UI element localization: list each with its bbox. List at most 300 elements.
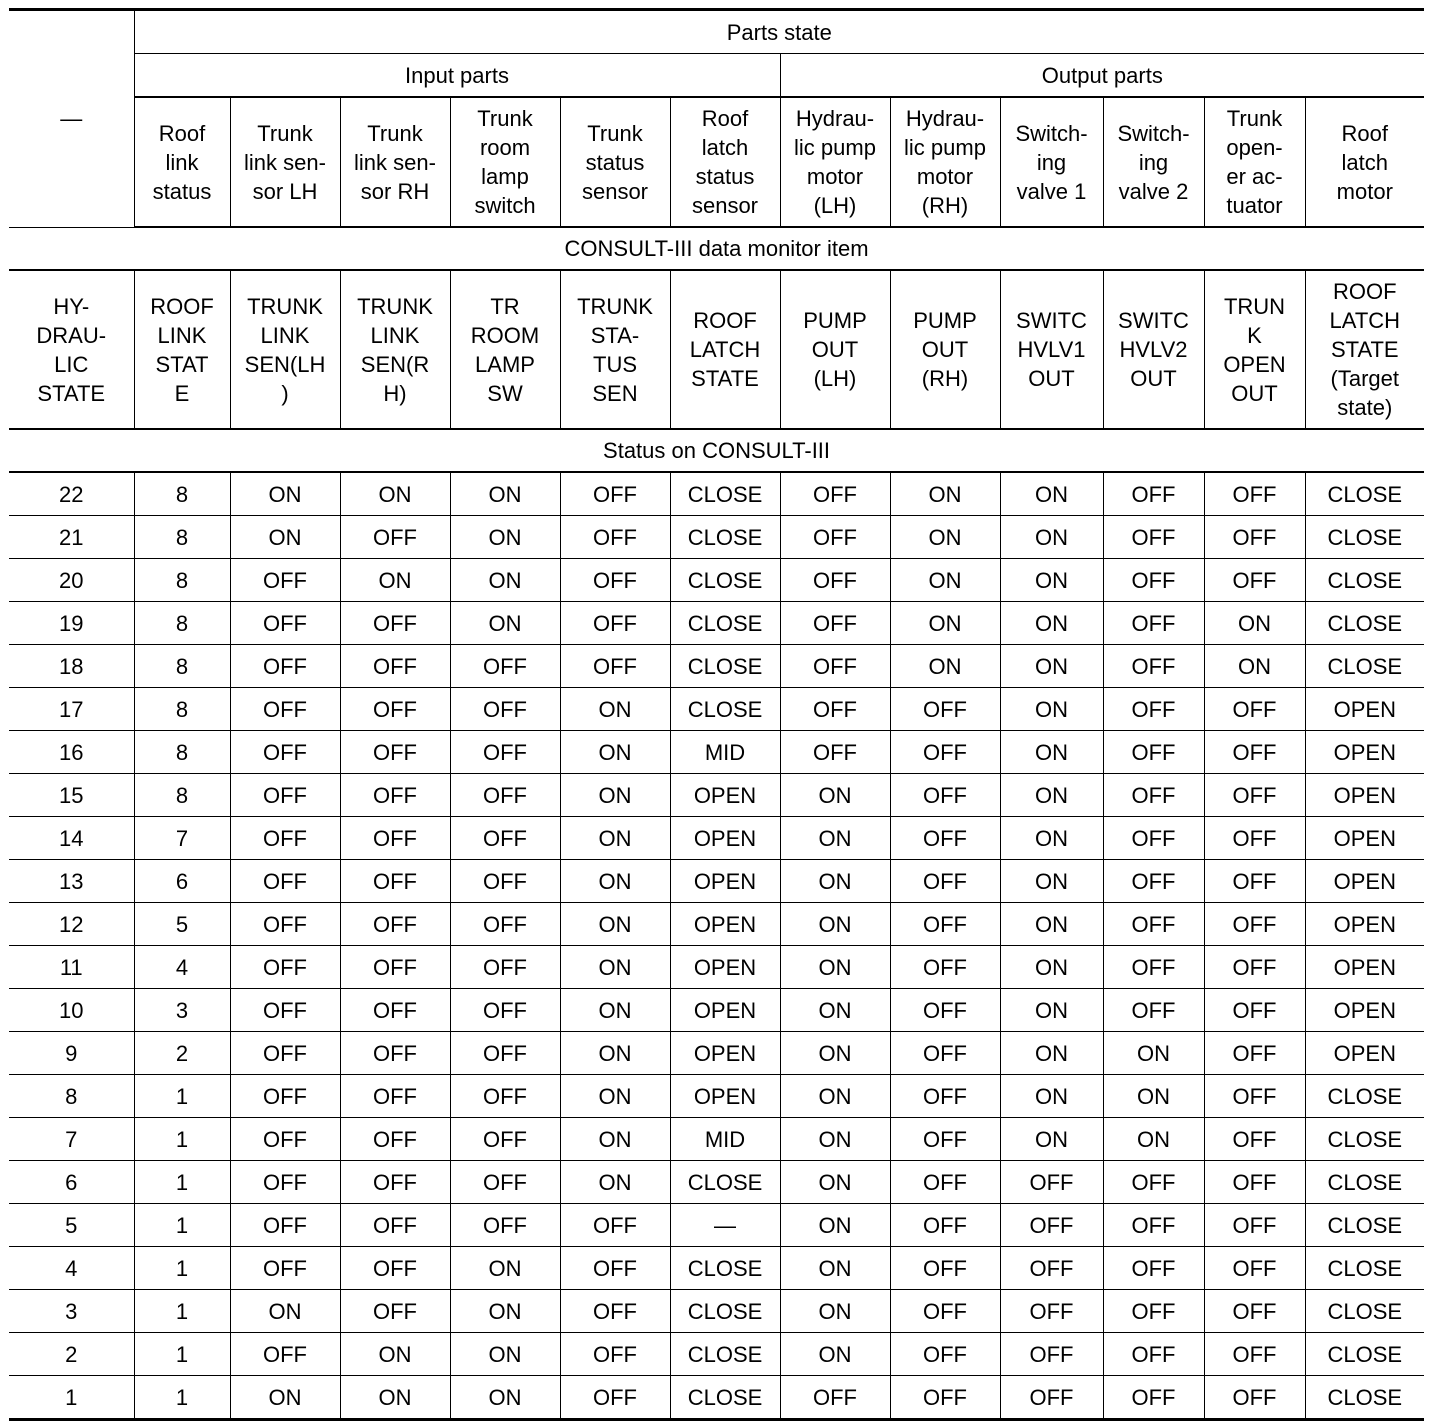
status-cell: ON bbox=[1000, 1032, 1103, 1075]
status-cell: ON bbox=[780, 946, 890, 989]
status-cell: OFF bbox=[230, 903, 340, 946]
status-cell: OPEN bbox=[670, 1075, 780, 1118]
part-name-header bbox=[1000, 97, 1103, 227]
status-cell: ON bbox=[560, 989, 670, 1032]
status-cell: ON bbox=[1000, 860, 1103, 903]
status-cell: OFF bbox=[230, 1204, 340, 1247]
status-cell: OFF bbox=[230, 860, 340, 903]
header-line: OUT bbox=[1130, 366, 1177, 391]
status-cell: OFF bbox=[560, 1333, 670, 1376]
status-cell: ON bbox=[780, 1118, 890, 1161]
status-cell: OPEN bbox=[1305, 860, 1424, 903]
status-cell: CLOSE bbox=[1305, 645, 1424, 688]
part-name-header bbox=[1305, 97, 1424, 227]
status-cell: OPEN bbox=[1305, 688, 1424, 731]
status-cell: OFF bbox=[230, 817, 340, 860]
status-cell: ON bbox=[1000, 688, 1103, 731]
header-line: sor LH bbox=[252, 178, 318, 204]
status-cell: OFF bbox=[450, 731, 560, 774]
status-cell: OFF bbox=[780, 516, 890, 559]
header-line: PUMP bbox=[803, 308, 867, 333]
status-cell: 1 bbox=[134, 1204, 230, 1247]
header-line: Roof bbox=[701, 106, 749, 131]
header-line: LINK bbox=[157, 322, 207, 348]
header-line: OUT bbox=[1028, 366, 1075, 391]
status-cell: OFF bbox=[1103, 903, 1204, 946]
table-row bbox=[9, 1161, 1424, 1204]
header-line: LAMP bbox=[475, 351, 535, 377]
status-cell: ON bbox=[560, 774, 670, 817]
header-line: open- bbox=[1226, 135, 1283, 160]
part-name-header bbox=[890, 97, 1000, 227]
status-cell: 5 bbox=[134, 903, 230, 946]
status-cell: ON bbox=[780, 989, 890, 1032]
status-cell: OFF bbox=[780, 645, 890, 688]
status-cell: ON bbox=[450, 516, 560, 559]
status-cell: ON bbox=[560, 860, 670, 903]
header-line: OUT bbox=[1231, 380, 1278, 406]
status-cell: CLOSE bbox=[1305, 516, 1424, 559]
header-line: Trunk bbox=[1226, 106, 1283, 131]
status-cell: CLOSE bbox=[1305, 1333, 1424, 1376]
status-cell: CLOSE bbox=[1305, 1075, 1424, 1118]
status-cell: — bbox=[670, 1204, 780, 1247]
status-cell: ON bbox=[560, 1161, 670, 1204]
header-line: TR bbox=[490, 293, 520, 319]
status-cell: OFF bbox=[450, 1161, 560, 1204]
header-line: OUT bbox=[811, 337, 859, 362]
header-line: link bbox=[165, 149, 199, 175]
hydraulic-state-cell: 7 bbox=[9, 1118, 134, 1161]
header-line: HVLV2 bbox=[1119, 337, 1188, 362]
status-cell: ON bbox=[340, 559, 450, 602]
status-cell: OFF bbox=[890, 1075, 1000, 1118]
status-cell: 1 bbox=[134, 1161, 230, 1204]
header-line: HY- bbox=[53, 293, 90, 319]
header-line: LATCH bbox=[689, 337, 761, 362]
status-cell: 1 bbox=[134, 1290, 230, 1333]
status-cell: OFF bbox=[230, 645, 340, 688]
status-cell: ON bbox=[1103, 1032, 1204, 1075]
status-cell: OFF bbox=[450, 1118, 560, 1161]
status-cell: OFF bbox=[780, 559, 890, 602]
status-cell: ON bbox=[450, 472, 560, 516]
header-line: link sen- bbox=[244, 149, 326, 175]
status-cell: ON bbox=[1000, 559, 1103, 602]
status-cell: ON bbox=[1000, 731, 1103, 774]
status-cell: OFF bbox=[1103, 472, 1204, 516]
header-line: Roof bbox=[158, 120, 206, 146]
status-cell: ON bbox=[560, 1075, 670, 1118]
status-cell: OFF bbox=[1204, 946, 1305, 989]
status-cell: OFF bbox=[340, 1290, 450, 1333]
status-section-header: Status on CONSULT-III bbox=[9, 429, 1424, 472]
status-cell: OFF bbox=[1204, 472, 1305, 516]
status-cell: OFF bbox=[340, 774, 450, 817]
status-cell: CLOSE bbox=[1305, 1247, 1424, 1290]
status-cell: CLOSE bbox=[670, 602, 780, 645]
status-cell: OFF bbox=[1204, 1161, 1305, 1204]
status-cell: OFF bbox=[450, 688, 560, 731]
status-cell: OPEN bbox=[670, 1032, 780, 1075]
monitor-item-header bbox=[450, 270, 560, 429]
header-line: latch bbox=[1341, 149, 1389, 175]
status-cell: OFF bbox=[450, 1204, 560, 1247]
status-cell: ON bbox=[780, 1333, 890, 1376]
status-cell: ON bbox=[780, 860, 890, 903]
status-cell: OFF bbox=[1204, 903, 1305, 946]
status-cell: OFF bbox=[890, 1161, 1000, 1204]
status-cell: OFF bbox=[1204, 817, 1305, 860]
status-cell: ON bbox=[450, 1247, 560, 1290]
status-cell: 1 bbox=[134, 1075, 230, 1118]
status-cell: OFF bbox=[1103, 817, 1204, 860]
part-name-header bbox=[230, 97, 340, 227]
status-cell: 1 bbox=[134, 1118, 230, 1161]
status-cell: OFF bbox=[1103, 860, 1204, 903]
status-cell: ON bbox=[1000, 602, 1103, 645]
input-parts-header: Input parts bbox=[134, 54, 780, 98]
status-cell: ON bbox=[1000, 946, 1103, 989]
monitor-item-header bbox=[1000, 270, 1103, 429]
status-cell: OFF bbox=[450, 1075, 560, 1118]
status-cell: CLOSE bbox=[670, 1333, 780, 1376]
status-cell: OPEN bbox=[670, 946, 780, 989]
status-cell: CLOSE bbox=[670, 1247, 780, 1290]
status-cell: ON bbox=[230, 1376, 340, 1420]
status-cell: OFF bbox=[1204, 1290, 1305, 1333]
hydraulic-state-table bbox=[9, 8, 1424, 1421]
status-cell: OFF bbox=[890, 774, 1000, 817]
header-line: LINK bbox=[260, 322, 310, 348]
status-cell: OPEN bbox=[1305, 903, 1424, 946]
status-cell: OFF bbox=[560, 1290, 670, 1333]
status-cell: OFF bbox=[780, 472, 890, 516]
status-cell: OFF bbox=[780, 731, 890, 774]
status-cell: OFF bbox=[1204, 559, 1305, 602]
status-cell: 7 bbox=[134, 817, 230, 860]
status-cell: CLOSE bbox=[1305, 1290, 1424, 1333]
status-cell: CLOSE bbox=[670, 645, 780, 688]
hydraulic-state-cell: 20 bbox=[9, 559, 134, 602]
part-name-header bbox=[1103, 97, 1204, 227]
header-line: ) bbox=[281, 380, 289, 406]
status-cell: CLOSE bbox=[1305, 472, 1424, 516]
status-cell: 8 bbox=[134, 645, 230, 688]
header-line: TUS bbox=[593, 351, 637, 377]
header-line: ing bbox=[1138, 149, 1169, 175]
status-cell: ON bbox=[450, 1333, 560, 1376]
header-line: (RH) bbox=[921, 193, 969, 218]
status-cell: OFF bbox=[560, 602, 670, 645]
hydraulic-state-cell: 22 bbox=[9, 472, 134, 516]
hydraulic-state-cell: 16 bbox=[9, 731, 134, 774]
part-name-header bbox=[134, 97, 230, 227]
status-cell: OFF bbox=[890, 1290, 1000, 1333]
status-cell: MID bbox=[670, 731, 780, 774]
part-name-header bbox=[450, 97, 560, 227]
table-row bbox=[9, 1075, 1424, 1118]
status-cell: 8 bbox=[134, 602, 230, 645]
status-cell: OFF bbox=[230, 989, 340, 1032]
status-cell: OFF bbox=[890, 1333, 1000, 1376]
monitor-item-header bbox=[134, 270, 230, 429]
table-row bbox=[9, 1333, 1424, 1376]
header-line: lamp bbox=[481, 164, 529, 189]
table-row bbox=[9, 817, 1424, 860]
status-cell: OFF bbox=[1000, 1376, 1103, 1420]
status-cell: OFF bbox=[230, 1118, 340, 1161]
status-cell: OFF bbox=[340, 903, 450, 946]
status-cell: 6 bbox=[134, 860, 230, 903]
status-cell: OFF bbox=[450, 817, 560, 860]
table-row bbox=[9, 1204, 1424, 1247]
table-row bbox=[9, 989, 1424, 1032]
status-cell: OFF bbox=[1000, 1204, 1103, 1247]
status-cell: OFF bbox=[340, 1118, 450, 1161]
parts-state-header: Parts state bbox=[134, 10, 1424, 54]
status-cell: OPEN bbox=[1305, 1032, 1424, 1075]
status-cell: OPEN bbox=[1305, 817, 1424, 860]
status-cell: OFF bbox=[1204, 1376, 1305, 1420]
header-line: TRUNK bbox=[247, 293, 323, 319]
status-cell: OFF bbox=[1000, 1290, 1103, 1333]
status-cell: OFF bbox=[560, 1376, 670, 1420]
status-cell: OFF bbox=[890, 1118, 1000, 1161]
status-cell: CLOSE bbox=[670, 516, 780, 559]
hydraulic-state-cell: 13 bbox=[9, 860, 134, 903]
status-cell: ON bbox=[1204, 602, 1305, 645]
status-cell: OFF bbox=[230, 946, 340, 989]
status-cell: OFF bbox=[890, 860, 1000, 903]
header-line: TRUN bbox=[1223, 293, 1286, 319]
status-cell: OFF bbox=[1103, 1290, 1204, 1333]
header-line: status bbox=[585, 149, 645, 175]
status-cell: OFF bbox=[1204, 989, 1305, 1032]
status-cell: CLOSE bbox=[1305, 1118, 1424, 1161]
header-line: SEN(R bbox=[360, 351, 430, 377]
status-cell: 4 bbox=[134, 946, 230, 989]
status-cell: CLOSE bbox=[670, 688, 780, 731]
status-cell: OFF bbox=[1103, 1333, 1204, 1376]
status-cell: OFF bbox=[560, 645, 670, 688]
header-line: er ac- bbox=[1226, 164, 1283, 189]
header-line: (LH) bbox=[813, 193, 857, 218]
header-line: motor bbox=[806, 164, 864, 189]
table-row bbox=[9, 516, 1424, 559]
status-cell: OFF bbox=[890, 1032, 1000, 1075]
status-cell: 1 bbox=[134, 1376, 230, 1420]
header-line: motor bbox=[1336, 178, 1393, 204]
header-line: state) bbox=[1337, 395, 1393, 420]
hydraulic-state-cell: 10 bbox=[9, 989, 134, 1032]
monitor-item-header bbox=[1305, 270, 1424, 429]
status-cell: ON bbox=[780, 1032, 890, 1075]
status-cell: OPEN bbox=[1305, 946, 1424, 989]
header-line: SEN bbox=[592, 380, 638, 406]
status-cell: OFF bbox=[1204, 516, 1305, 559]
status-cell: OFF bbox=[890, 688, 1000, 731]
monitor-section-header: CONSULT-III data monitor item bbox=[9, 227, 1424, 270]
header-line: Hydrau- bbox=[905, 106, 985, 131]
status-cell: OFF bbox=[340, 1161, 450, 1204]
header-line: lic pump bbox=[904, 135, 986, 160]
status-cell: OFF bbox=[1103, 645, 1204, 688]
table-row bbox=[9, 645, 1424, 688]
status-cell: ON bbox=[560, 1118, 670, 1161]
output-parts-header: Output parts bbox=[780, 54, 1424, 98]
table-row bbox=[9, 1118, 1424, 1161]
hydraulic-state-cell: 3 bbox=[9, 1290, 134, 1333]
status-cell: ON bbox=[780, 1075, 890, 1118]
hydraulic-state-cell: 14 bbox=[9, 817, 134, 860]
table-row bbox=[9, 1032, 1424, 1075]
status-cell: ON bbox=[780, 1290, 890, 1333]
table-row bbox=[9, 602, 1424, 645]
status-cell: MID bbox=[670, 1118, 780, 1161]
hydraulic-state-cell: 17 bbox=[9, 688, 134, 731]
status-cell: ON bbox=[450, 602, 560, 645]
status-cell: ON bbox=[890, 472, 1000, 516]
monitor-item-header bbox=[340, 270, 450, 429]
header-line: lic pump bbox=[794, 135, 876, 160]
status-cell: OFF bbox=[1000, 1247, 1103, 1290]
status-cell: OFF bbox=[1204, 731, 1305, 774]
header-line: STATE bbox=[1330, 337, 1399, 362]
status-cell: ON bbox=[560, 1032, 670, 1075]
table-row bbox=[9, 860, 1424, 903]
status-cell: ON bbox=[890, 516, 1000, 559]
hydraulic-state-cell: 15 bbox=[9, 774, 134, 817]
header-line: ROOM bbox=[470, 322, 540, 348]
status-cell: ON bbox=[1103, 1075, 1204, 1118]
status-cell: OFF bbox=[1204, 1333, 1305, 1376]
status-cell: OFF bbox=[450, 989, 560, 1032]
table-row bbox=[9, 559, 1424, 602]
status-cell: OPEN bbox=[670, 860, 780, 903]
status-cell: OFF bbox=[340, 817, 450, 860]
hydraulic-state-cell: 12 bbox=[9, 903, 134, 946]
header-line: status bbox=[152, 178, 212, 204]
status-cell: OFF bbox=[890, 903, 1000, 946]
part-name-header bbox=[780, 97, 890, 227]
status-cell: ON bbox=[340, 1376, 450, 1420]
monitor-item-header bbox=[670, 270, 780, 429]
status-cell: ON bbox=[1000, 903, 1103, 946]
header-line: latch bbox=[701, 135, 749, 160]
status-cell: ON bbox=[1000, 516, 1103, 559]
header-line: SWITC bbox=[1118, 308, 1189, 333]
header-line: PUMP bbox=[913, 308, 977, 333]
status-cell: OFF bbox=[1103, 989, 1204, 1032]
status-cell: OFF bbox=[1204, 1075, 1305, 1118]
part-name-header bbox=[1204, 97, 1305, 227]
status-cell: ON bbox=[560, 688, 670, 731]
status-cell: OFF bbox=[340, 688, 450, 731]
status-cell: ON bbox=[1103, 1118, 1204, 1161]
status-cell: OFF bbox=[780, 1376, 890, 1420]
table-row bbox=[9, 1290, 1424, 1333]
status-cell: OFF bbox=[230, 774, 340, 817]
part-name-header bbox=[560, 97, 670, 227]
status-cell: CLOSE bbox=[1305, 1204, 1424, 1247]
header-line: LINK bbox=[370, 322, 420, 348]
hydraulic-state-cell: 19 bbox=[9, 602, 134, 645]
status-cell: OFF bbox=[450, 903, 560, 946]
header-line: K bbox=[1247, 322, 1262, 348]
monitor-item-header bbox=[890, 270, 1000, 429]
header-line: (Target bbox=[1330, 366, 1400, 391]
status-cell: OPEN bbox=[670, 903, 780, 946]
status-cell: ON bbox=[890, 559, 1000, 602]
table-row bbox=[9, 774, 1424, 817]
status-cell: OFF bbox=[340, 731, 450, 774]
status-cell: OFF bbox=[450, 774, 560, 817]
status-cell: OFF bbox=[1103, 1376, 1204, 1420]
status-cell: ON bbox=[1000, 645, 1103, 688]
status-cell: OFF bbox=[1204, 1032, 1305, 1075]
header-line: Trunk bbox=[477, 106, 533, 131]
status-cell: ON bbox=[340, 472, 450, 516]
status-cell: ON bbox=[1000, 1075, 1103, 1118]
status-cell: OFF bbox=[1103, 774, 1204, 817]
status-cell: OFF bbox=[890, 989, 1000, 1032]
status-cell: OFF bbox=[1103, 688, 1204, 731]
status-cell: CLOSE bbox=[1305, 602, 1424, 645]
status-cell: ON bbox=[890, 602, 1000, 645]
hydraulic-state-cell: 1 bbox=[9, 1376, 134, 1420]
header-line: H) bbox=[383, 380, 407, 406]
header-line: valve 1 bbox=[1016, 178, 1087, 204]
header-line: SWITC bbox=[1016, 308, 1087, 333]
header-line: OPEN bbox=[1223, 351, 1286, 377]
header-line: STATE bbox=[691, 366, 759, 391]
status-cell: OFF bbox=[340, 516, 450, 559]
status-cell: OFF bbox=[340, 946, 450, 989]
status-cell: OFF bbox=[780, 602, 890, 645]
header-line: sensor bbox=[581, 178, 649, 204]
status-cell: ON bbox=[560, 731, 670, 774]
status-cell: OFF bbox=[230, 688, 340, 731]
header-line: (LH) bbox=[813, 366, 857, 391]
status-cell: OFF bbox=[340, 1247, 450, 1290]
table-row bbox=[9, 1247, 1424, 1290]
status-cell: OPEN bbox=[1305, 731, 1424, 774]
status-cell: OFF bbox=[890, 1204, 1000, 1247]
status-cell: ON bbox=[450, 1376, 560, 1420]
part-name-header bbox=[340, 97, 450, 227]
status-cell: OFF bbox=[560, 1204, 670, 1247]
hydraulic-state-cell: 21 bbox=[9, 516, 134, 559]
status-cell: CLOSE bbox=[1305, 1376, 1424, 1420]
status-cell: OFF bbox=[560, 516, 670, 559]
hydraulic-state-cell: 6 bbox=[9, 1161, 134, 1204]
status-cell: 1 bbox=[134, 1333, 230, 1376]
status-cell: ON bbox=[780, 774, 890, 817]
status-cell: OFF bbox=[1000, 1333, 1103, 1376]
hydraulic-state-cell: 2 bbox=[9, 1333, 134, 1376]
header-line: STATE bbox=[37, 380, 106, 406]
status-cell: OFF bbox=[1103, 946, 1204, 989]
status-cell: 8 bbox=[134, 516, 230, 559]
header-line: ROOF bbox=[1333, 279, 1397, 304]
status-cell: OFF bbox=[340, 1075, 450, 1118]
status-cell: OFF bbox=[1204, 1247, 1305, 1290]
status-cell: OFF bbox=[340, 602, 450, 645]
state-item-header bbox=[9, 270, 134, 429]
hydraulic-state-cell: 11 bbox=[9, 946, 134, 989]
status-cell: OFF bbox=[230, 602, 340, 645]
